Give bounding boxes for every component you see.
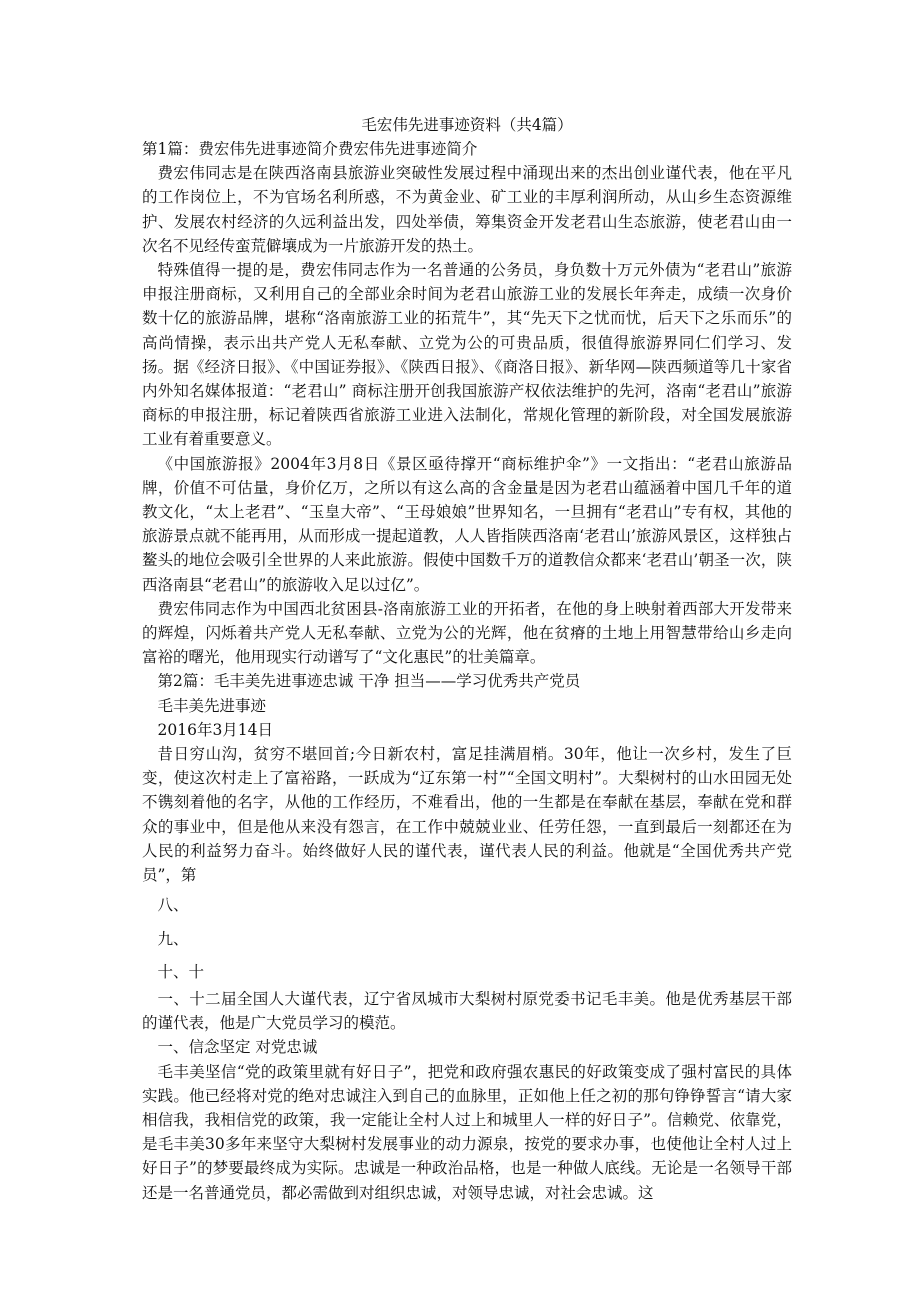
paragraph-1: 费宏伟同志是在陕西洛南县旅游业突破性发展过程中涌现出来的杰出创业谨代表，他在平凡的工作岗位上，不为官场名利所惑，不为黄金业、矿工业的丰厚利润所动，从山乡生态资源维护、发展农村经济的久远利益出发，四处举债，筹集资金开发老君山生态旅游，使老君山由一次名不见经传蛮荒僻壤成为一片旅游开发的热土。 <box>142 164 792 255</box>
list-line-10: 十、十 <box>157 962 205 981</box>
paragraph-7: 毛丰美坚信“党的政策里就有好日子”，把党和政府强农惠民的好政策变成了强村富民的具体实践。他已经将对党的绝对忠诚注入到自己的血脉里，正如他上任之初的那句铮铮誓言“请大家相信我，我相信党的政策，我一定能让全村人过上和城里人一样的好日子”。信赖党、依靠党，是毛丰美30多年来坚守大梨树村发展事业的动力源泉，按党的要求办事，也使他让全村人过上好日子”的梦要最终成为实际。忠诚是一种政治品格，也是一种做人底线。无论是一名领导干部还是一名普通党员，都必需做到对组织忠诚，对领导忠诚，对社会忠诚。这 <box>142 1062 792 1202</box>
paragraph-2: 特殊值得一提的是，费宏伟同志作为一名普通的公务员，身负数十万元外债为“老君山”旅游申报注册商标，又利用自己的全部业余时间为老君山旅游工业的发展长年奔走，成绩一次身价数十亿的旅游品牌，堪称“洛南旅游工业的拓荒牛”，其“先天下之忧而忧，后天下之乐而乐”的高尚情操，表示出共产党人无私奉献、立党为公的可贵品质，很值得旅游界同仁们学习、发扬。据《经济日报》、《中国证券报》、《陕西日报》、《商洛日报》、新华网—陕西频道等几十家省内外知名媒体报道：“老君山” 商标注册开创我国旅游产权依法维护的先河，洛南“老君山”旅游商标的申报注册，标记着陕西省旅游工业进入法制化，常规化管理的新阶段，对全国发展旅游工业有着重要意义。 <box>142 261 792 449</box>
paragraph-5: 昔日穷山沟，贫穷不堪回首;今日新农村，富足挂满眉梢。30年，他让一次乡村，发生了巨变，使这次村走上了富裕路，一跃成为“辽东第一村”“全国文明村”。大梨树村的山水田园无处不镌刻着他的名字，从他的工作经历，不难看出，他的一生都是在奉献在基层，奉献在党和群众的事业中，但是他从来没有怨言，在工作中兢兢业业、任劳任怨，一直到最后一刻都还在为人民的利益努力奋斗。始终做好人民的谨代表，谨代表人民的利益。他就是“全国优秀共产党员”，第 <box>142 745 792 885</box>
section-1-heading: 第1篇：费宏伟先进事迹简介费宏伟先进事迹简介 <box>142 140 478 158</box>
paragraph-6: 一、十二届全国人大谨代表，辽宁省凤城市大梨树村原党委书记毛丰美。他是优秀基层干部的谨代表，他是广大党员学习的模范。 <box>142 989 792 1033</box>
list-line-9: 九、 <box>157 929 189 948</box>
section-2-heading: 第2篇：毛丰美先进事迹忠诚 干净 担当——学习优秀共产党员 <box>157 672 581 691</box>
paragraph-3: 《中国旅游报》2004年3月8日《景区亟待撑开“商标维护伞”》一文指出：“老君山旅游品牌，价值不可估量，身价亿万，之所以有这么高的含金量是因为老君山蕴涵着中国几千年的道教文化，“太上老君”、“玉皇大帝”、“王母娘娘”世界知名，一旦拥有“老君山”专有权，其他的旅游景点就不能再用，从而形成一提起道教，人人皆指陕西洛南‘老君山’旅游风景区，这样独占鳌头的地位会吸引全世界的人来此旅游。假使中国数千万的道教信众都来‘老君山’朝圣一次，陕西洛南县“老君山”的旅游收入足以过亿”。 <box>142 454 792 594</box>
paragraph-4: 费宏伟同志作为中国西北贫困县-洛南旅游工业的开拓者，在他的身上映射着西部大开发带来的辉煌，闪烁着共产党人无私奉献、立党为公的光辉，他在贫瘠的土地上用智慧带给山乡走向富裕的曙光，他用现实行动谱写了“文化惠民”的壮美篇章。 <box>142 599 792 667</box>
point-1-heading: 一、信念坚定 对党忠诚 <box>157 1038 318 1057</box>
article-date: 2016年3月14日 <box>157 720 274 739</box>
document-title: 毛宏伟先进事迹资料（共4篇） <box>361 116 573 134</box>
list-line-8: 八、 <box>157 896 189 915</box>
document-page <box>142 113 792 1205</box>
subsection-title: 毛丰美先进事迹 <box>157 696 267 715</box>
